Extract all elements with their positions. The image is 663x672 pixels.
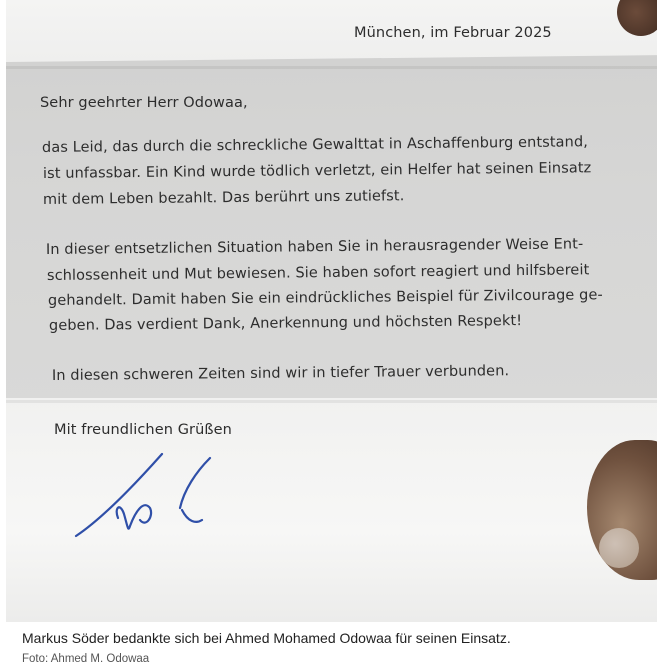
fold-line-bottom xyxy=(6,400,657,403)
letter-line: In dieser entsetzlichen Situation haben Sie in herausragender Weise Ent- xyxy=(45,236,584,258)
letter-line: gehandelt. Damit haben Sie ein eindrückliches Beispiel für Zivilcourage ge- xyxy=(47,287,603,309)
photo-caption: Markus Söder bedankte sich bei Ahmed Mohamed Odowaa für seinen Einsatz. xyxy=(22,630,511,646)
letter-date: München, im Februar 2025 xyxy=(354,25,552,41)
letter-salutation: Sehr geehrter Herr Odowaa, xyxy=(40,95,248,111)
fold-line-top xyxy=(6,66,657,69)
letter-line: mit dem Leben bezahlt. Das berührt uns zutiefst. xyxy=(42,188,405,208)
letter-line: In diesen schweren Zeiten sind wir in tiefer Trauer verbunden. xyxy=(51,363,510,384)
letter-line: geben. Das verdient Dank, Anerkennung und höchsten Respekt! xyxy=(48,313,523,334)
handwritten-signature-icon xyxy=(70,450,230,550)
letter-line: schlossenheit und Mut bewiesen. Sie haben sofort reagiert und hilfsbereit xyxy=(46,262,590,284)
letter-closing: Mit freundlichen Grüßen xyxy=(54,422,232,438)
thumbnail xyxy=(599,528,639,568)
photo-credit: Foto: Ahmed M. Odowaa xyxy=(22,653,150,665)
letter-line: das Leid, das durch die schreckliche Gewalttat in Aschaffenburg entstand, xyxy=(41,134,589,156)
letter-line: ist unfassbar. Ein Kind wurde tödlich verletzt, ein Helfer hat seinen Einsatz xyxy=(42,160,592,182)
